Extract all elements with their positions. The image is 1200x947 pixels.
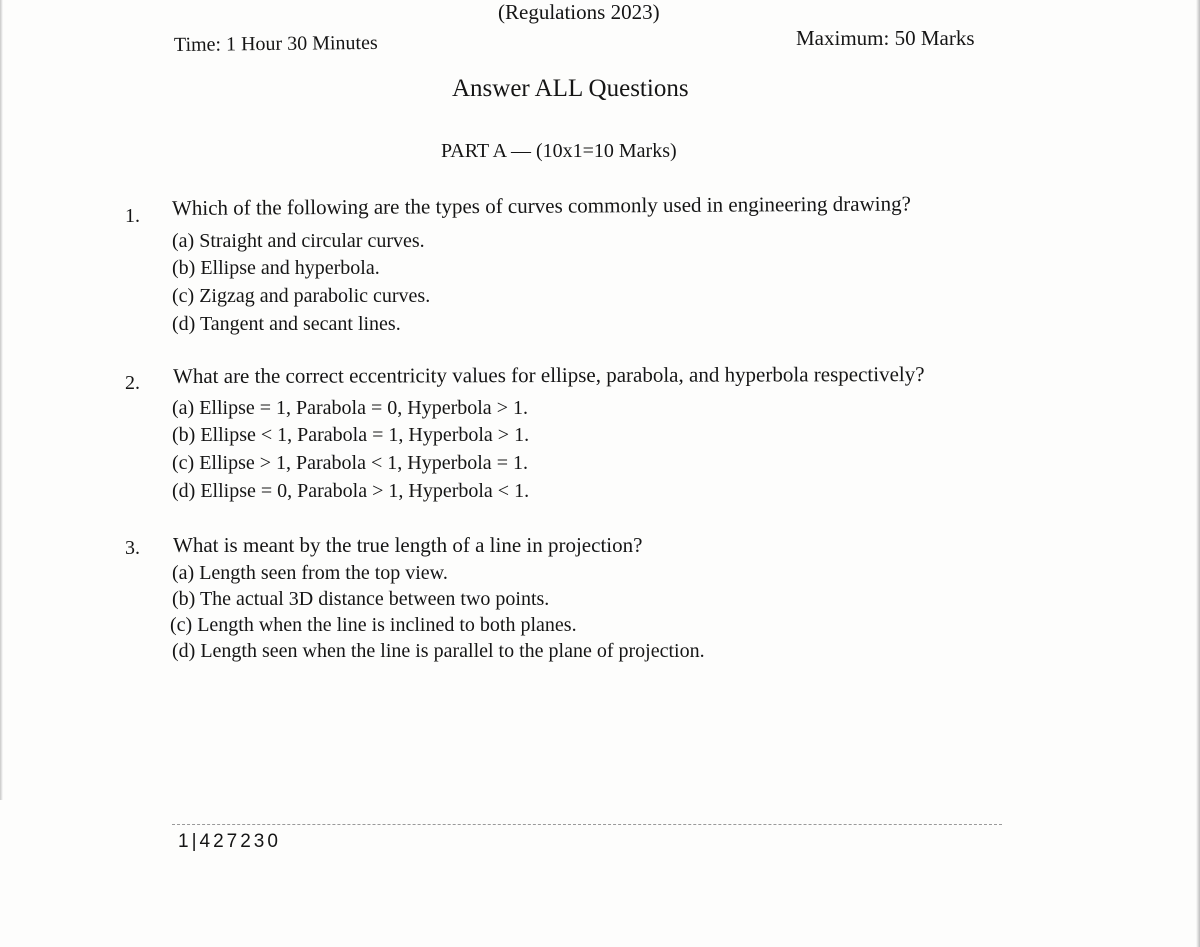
option-a: (a) Ellipse = 1, Parabola = 0, Hyperbola > 1. xyxy=(172,397,528,419)
question-text: What is meant by the true length of a line in projection? xyxy=(173,533,643,557)
question-text: Which of the following are the types of curves commonly used in engineering drawing? xyxy=(171,191,911,220)
question-number: 3. xyxy=(125,537,140,559)
scan-right-edge xyxy=(1196,0,1200,947)
paper-code: 1|427230 xyxy=(178,831,281,852)
option-a: (a) Length seen from the top view. xyxy=(172,562,448,584)
option-d: (d) Ellipse = 0, Parabola > 1, Hyperbola < 1. xyxy=(172,480,530,502)
max-marks-label: Maximum: 50 Marks xyxy=(796,26,975,50)
regulations-label: (Regulations 2023) xyxy=(498,0,660,24)
question-number: 2. xyxy=(125,372,140,394)
option-d: (d) Length seen when the line is parallel to the plane of projection. xyxy=(172,640,705,662)
scan-left-edge xyxy=(0,0,3,800)
option-a: (a) Straight and circular curves. xyxy=(172,230,425,252)
part-a-title: PART A — (10x1=10 Marks) xyxy=(441,140,677,162)
option-c: (c) Length when the line is inclined to both planes. xyxy=(170,614,577,636)
option-c: (c) Ellipse > 1, Parabola < 1, Hyperbola = 1. xyxy=(172,452,528,474)
option-b: (b) Ellipse and hyperbola. xyxy=(172,257,380,279)
question-text: What are the correct eccentricity values for ellipse, parabola, and hyperbola respectively? xyxy=(172,362,925,388)
time-label: Time: 1 Hour 30 Minutes xyxy=(173,31,378,56)
option-d: (d) Tangent and secant lines. xyxy=(172,313,401,335)
option-b: (b) Ellipse < 1, Parabola = 1, Hyperbola > 1. xyxy=(172,424,530,446)
instruction-heading: Answer ALL Questions xyxy=(452,75,689,102)
footer-rule xyxy=(172,824,1002,825)
option-b: (b) The actual 3D distance between two points. xyxy=(172,588,550,610)
question-number: 1. xyxy=(125,205,140,227)
option-c: (c) Zigzag and parabolic curves. xyxy=(172,285,431,307)
